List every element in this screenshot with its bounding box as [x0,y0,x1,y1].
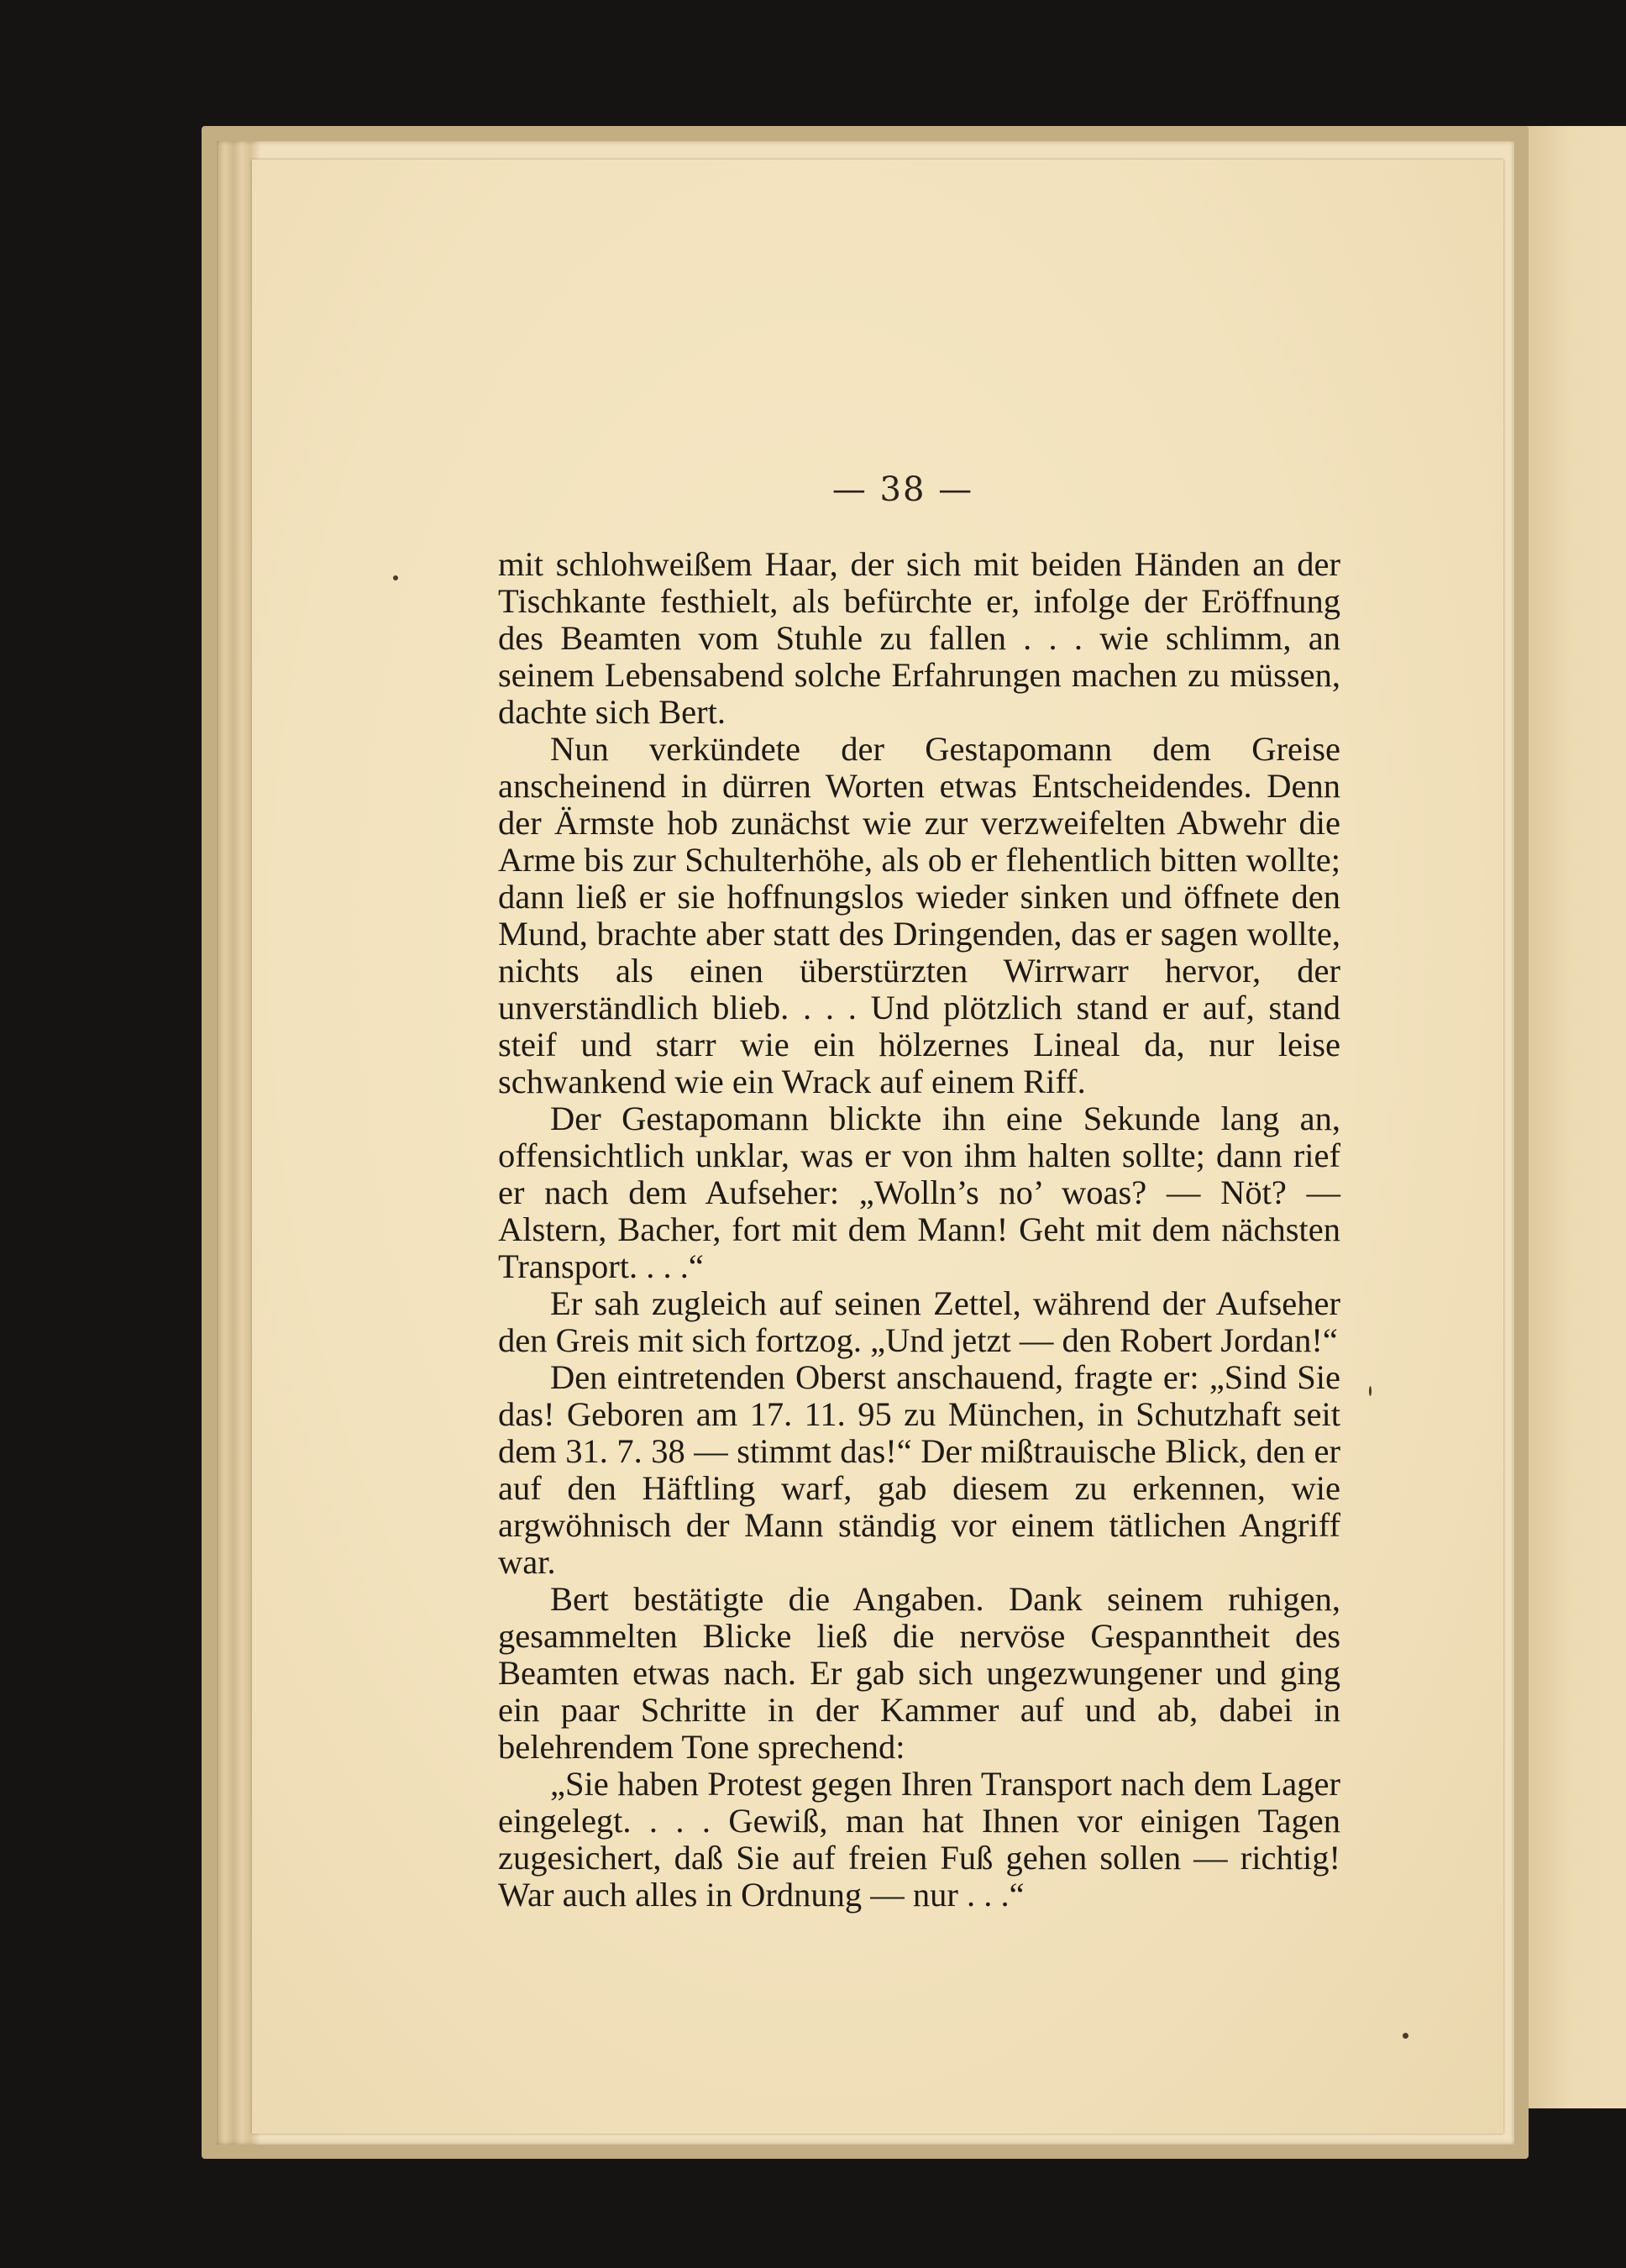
paragraph: „Sie haben Protest gegen Ihren Transport nach dem Lager eingelegt. . . . Gewiß, man hat Ihnen vor einigen Tagen zugesichert, daß Sie auf freien Fuß gehen sollen — richtig! War auch alles in Ordnung — nur . . .“ [498,1765,1340,1914]
paragraph: Bert bestätigte die Angaben. Dank seinem ruhigen, gesammelten Blicke ließ die nervöse Gespanntheit des Beamten etwas nach. Er gab sich ungezwungener und ging ein paar Schritte in der Kammer auf und ab, dabei in belehrendem Tone sprechend: [498,1580,1340,1766]
page-number: — 38 — [831,470,974,509]
paragraph: Er sah zugleich auf seinen Zettel, während der Aufseher den Greis mit sich fortzog. „Und jetzt — den Robert Jordan!“ [498,1284,1340,1359]
paragraph: Der Gestapomann blickte ihn eine Sekunde lang an, offensichtlich unklar, was er von ihm halten sollte; dann rief er nach dem Aufseher: „Wolln’s no’ woas? — Nöt? — Alstern, Bacher, fort mit dem Mann! Geht mit dem nächsten Transport. . . .“ [498,1100,1340,1285]
paragraph-continued: mit schlohweißem Haar, der sich mit beiden Händen an der Tischkante festhielt, als befürchte er, infolge der Eröffnung des Beamten vom Stuhle zu fallen . . . wie schlimm, an seinem Lebensabend solche Erfahrungen machen zu müssen, dachte sich Bert. [498,545,1340,731]
facing-page [1512,126,1626,2108]
book-page [252,160,1503,2134]
paper-speck [393,575,398,580]
body-text [498,546,1340,1914]
paper-speck [1403,2033,1408,2039]
paragraph: Nun verkündete der Gestapomann dem Greise anscheinend in dürren Worten etwas Entscheidendes. Denn der Ärmste hob zunächst wie zur verzweifelten Abwehr die Arme bis zur Schulterhöhe, als ob er flehentlich bitten wollte; dann ließ er sie hoffnungslos wieder sinken und öffnete den Mund, brachte aber statt des Dringenden, das er sagen wollte, nichts als einen überstürzten Wirrwarr hervor, der unverständlich blieb. . . . Und plötzlich stand er auf, stand steif und starr wie ein hölzernes Lineal da, nur leise schwankend wie ein Wrack auf einem Riff. [498,730,1340,1100]
paper-speck [1369,1386,1372,1396]
paragraph: Den eintretenden Oberst anschauend, fragte er: „Sind Sie das! Geboren am 17. 11. 95 zu München, in Schutzhaft seit dem 31. 7. 38 — stimmt das!“ Der mißtrauische Blick, den er auf den Häftling warf, gab diesem zu erkennen, wie argwöhnisch der Mann ständig vor einem tätlichen Angriff war. [498,1358,1340,1581]
